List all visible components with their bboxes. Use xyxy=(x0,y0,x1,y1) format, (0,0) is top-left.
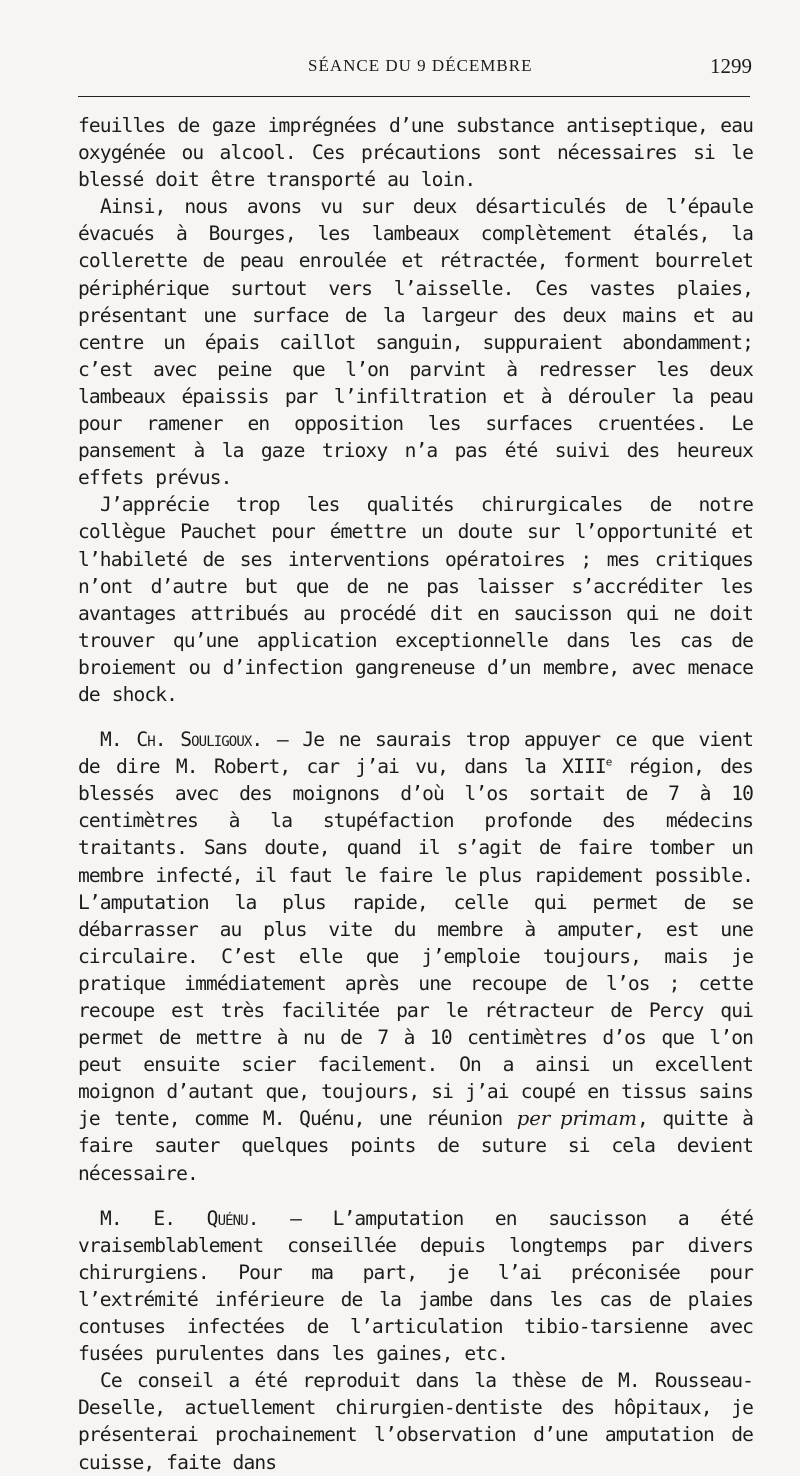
paragraph-souligoux xyxy=(78,726,753,1187)
page-header xyxy=(78,50,752,80)
paragraph-3: J’apprécie trop les qualités chirurgicales de notre collègue Pauchet pour émettre un doute sur l’opportunité et l’habileté de ses interventions opératoires ; mes critiques n’ont d’autre but que de ne pas laisser s’accréditer les avantages attribués au procédé dit en saucisson qui ne doit trouver qu’une application exceptionnelle dans les cas de broiement ou d’infection gangreneuse d’un membre, avec menace de shock. xyxy=(78,493,753,706)
page-number: 1299 xyxy=(710,54,752,78)
souligoux-text-b: région, des blessés avec des moignons d’où l’os sortait de 7 à 10 centimètres à la stupéfaction profonde des médecins traitants. Sans doute, quand il s’agit de faire tomber un membre infecté, il faut le faire le plus rapidement possible. L’amputation la plus rapide, celle qui permet de se débarrasser au plus vite du membre à amputer, est une circulaire. C’est elle que j’emploie toujours, mais je pratique immédiatement après une recoupe de l’os ; cette recoupe est très facilitée par le rétracteur de Percy qui permet de mettre à nu de 7 à 10 centimètres d’os que l’on peut ensuite scier facilement. On a ainsi un excellent moignon d’autant que, toujours, si j’ai coupé en tissus sains je tente, comme M. Quénu, une réunion xyxy=(78,755,753,1131)
quenu-text: — L’amputation en saucisson a été vraisemblablement conseillée depuis longtemps par divers chirurgiens. Pour ma part, je l’ai préconisée pour l’extrémité inférieure de la jambe dans les cas de plaies contuses infectées de l’articulation tibio-tarsienne avec fusées purulentes dans les gaines, etc. xyxy=(78,1206,753,1366)
paragraph-quenu-continuation: Ce conseil a été reproduit dans la thèse de M. Rousseau-Deselle, actuellement chirurgien-dentiste des hôpitaux, je présenterai prochainement l’observation d’une amputation de cuisse, faite dans xyxy=(78,1369,753,1474)
speaker-souligoux: M. Ch. Souligoux. xyxy=(100,728,263,752)
paragraph-quenu xyxy=(78,1205,753,1368)
souligoux-text-c: , quitte à faire sauter quelques points de suture si cela devient nécessaire. xyxy=(78,1107,754,1185)
speaker-quenu: M. E. Quénu. xyxy=(100,1206,259,1230)
running-title: SÉANCE DU 9 DÉCEMBRE xyxy=(308,56,533,75)
body-text xyxy=(78,112,753,1476)
souligoux-superscript: e xyxy=(605,755,612,769)
header-rule xyxy=(78,96,750,97)
souligoux-italic: per primam xyxy=(516,1107,637,1131)
paragraph-1: feuilles de gaze imprégnées d’une substance antiseptique, eau oxygénée ou alcool. Ces précautions sont nécessaires si le blessé doit être transporté au loin. xyxy=(78,114,753,192)
paragraph-2: Ainsi, nous avons vu sur deux désarticulés de l’épaule évacués à Bourges, les lambeaux complètement étalés, la collerette de peau enroulée et rétractée, forment bourrelet périphérique surtout vers l’aisselle. Ces vastes plaies, présentant une surface de la largeur des deux mains et au centre un épais caillot sanguin, suppuraient abondamment; c’est avec peine que l’on parvint à redresser les deux lambeaux épaissis par l’infiltration et à dérouler la peau pour ramener en opposition les surfaces cruentées. Le pansement à la gaze trioxy n’a pas été suivi des heureux effets prévus. xyxy=(78,195,753,490)
souligoux-text-a: — Je ne saurais trop appuyer ce que vient de dire M. Robert, car j’ai vu, dans la XIII xyxy=(78,728,753,779)
